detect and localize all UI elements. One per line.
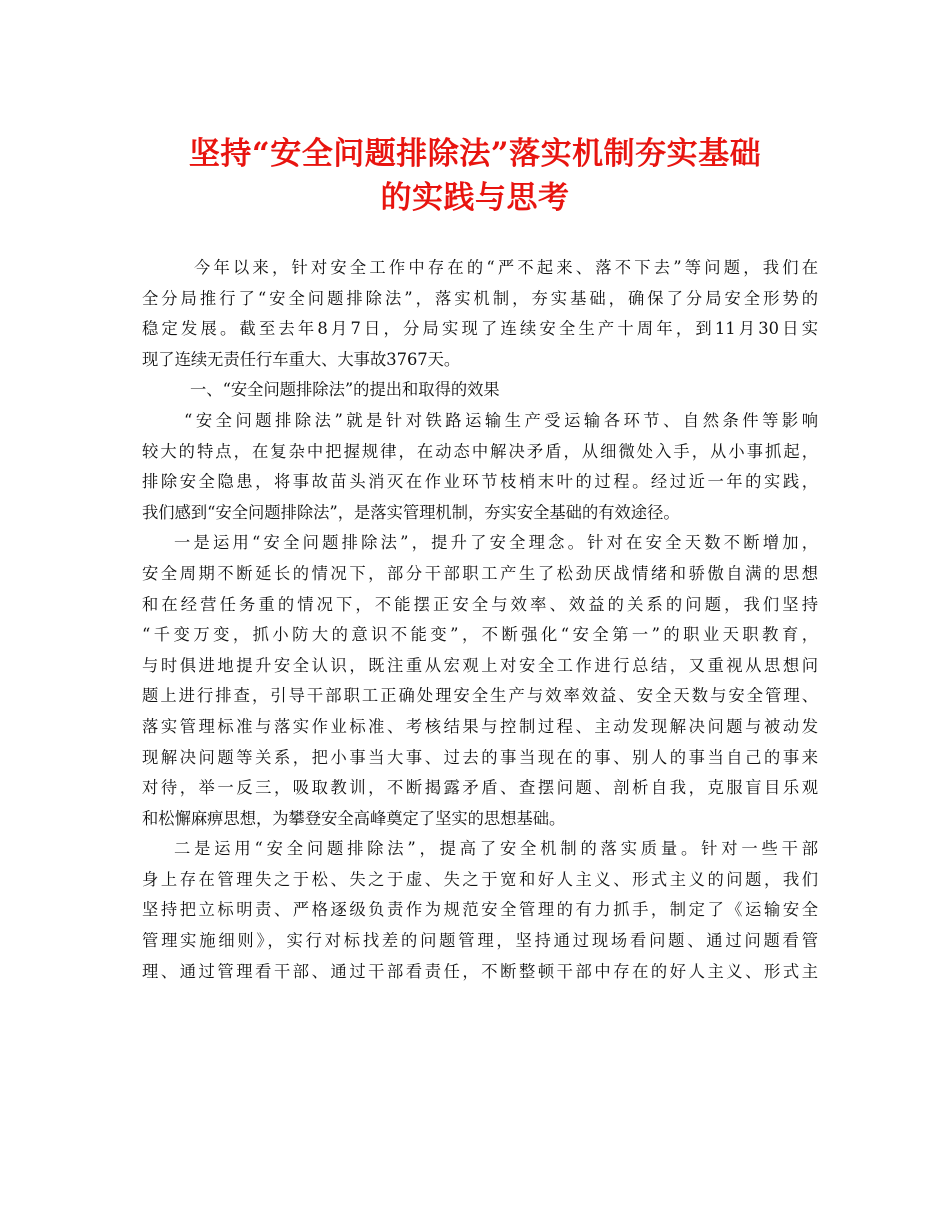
paragraph-4-line: 坚持把立标明责、严格逐级负责作为规范安全管理的有力抓手，制定了《运输安全 xyxy=(142,900,818,920)
paragraph-4-line: 管理实施细则》，实行对标找差的问题管理，坚持通过现场看问题、通过问题看管 xyxy=(142,931,818,951)
paragraph-1-line: 全分局推行了“安全问题排除法”，落实机制，夯实基础，确保了分局安全形势的 xyxy=(142,288,818,308)
paragraph-3-line: 安全周期不断延长的情况下，部分干部职工产生了松劲厌战情绪和骄傲自满的思想 xyxy=(142,563,818,583)
paragraph-3-line: 与时俱进地提升安全认识，既注重从宏观上对安全工作进行总结，又重视从思想问 xyxy=(142,655,818,675)
document-body xyxy=(142,253,818,987)
paragraph-3-line: 现解决问题等关系，把小事当大事、过去的事当现在的事、别人的事当自己的事来 xyxy=(142,747,818,767)
paragraph-3-line: 对待，举一反三，吸取教训，不断揭露矛盾、查摆问题、剖析自我，克服盲目乐观 xyxy=(142,778,818,798)
paragraph-3-line: 题上进行排查，引导干部职工正确处理安全生产与效率效益、安全天数与安全管理、 xyxy=(142,686,818,706)
paragraph-2-line: 我们感到“安全问题排除法”，是落实管理机制，夯实安全基础的有效途径。 xyxy=(142,502,680,522)
paragraph-3-line: 和松懈麻痹思想，为攀登安全高峰奠定了坚实的思想基础。 xyxy=(142,808,566,828)
paragraph-1-line: 现了连续无责任行车重大、大事故3767天。 xyxy=(142,349,461,369)
paragraph-2-line: “安全问题排除法”就是针对铁路运输生产受运输各环节、自然条件等影响 xyxy=(184,410,818,430)
paragraph-1-line: 稳定发展。截至去年8月7日，分局实现了连续安全生产十周年，到11月30日实 xyxy=(142,319,818,339)
paragraph-4-line: 二是运用“安全问题排除法”，提高了安全机制的落实质量。针对一些干部 xyxy=(174,839,818,859)
section-heading-1: 一、“安全问题排除法”的提出和取得的效果 xyxy=(190,380,500,400)
paragraph-3-line: “千变万变，抓小防大的意识不能变”，不断强化“安全第一”的职业天职教育， xyxy=(142,625,818,645)
paragraph-3-line: 和在经营任务重的情况下，不能摆正安全与效率、效益的关系的问题，我们坚持 xyxy=(142,594,818,614)
paragraph-2-line: 较大的特点，在复杂中把握规律，在动态中解决矛盾，从细微处入手，从小事抓起， xyxy=(142,441,818,461)
paragraph-4-line: 身上存在管理失之于松、失之于虚、失之于宽和好人主义、形式主义的问题，我们 xyxy=(142,869,818,889)
document-title-line-1: 坚持“安全问题排除法”落实机制夯实基础 xyxy=(188,136,762,172)
paragraph-1-line: 今年以来，针对安全工作中存在的“严不起来、落不下去”等问题，我们在 xyxy=(194,258,818,277)
paragraph-2-line: 排除安全隐患，将事故苗头消灭在作业环节枝梢末叶的过程。经过近一年的实践， xyxy=(142,472,818,492)
document-title-line-2: 的实践与思考 xyxy=(380,180,570,216)
paragraph-4-line: 理、通过管理看干部、通过干部看责任，不断整顿干部中存在的好人主义、形式主 xyxy=(142,961,818,981)
paragraph-3-line: 落实管理标准与落实作业标准、考核结果与控制过程、主动发现解决问题与被动发 xyxy=(142,716,818,736)
paragraph-3-line: 一是运用“安全问题排除法”，提升了安全理念。针对在安全天数不断增加， xyxy=(174,533,818,553)
